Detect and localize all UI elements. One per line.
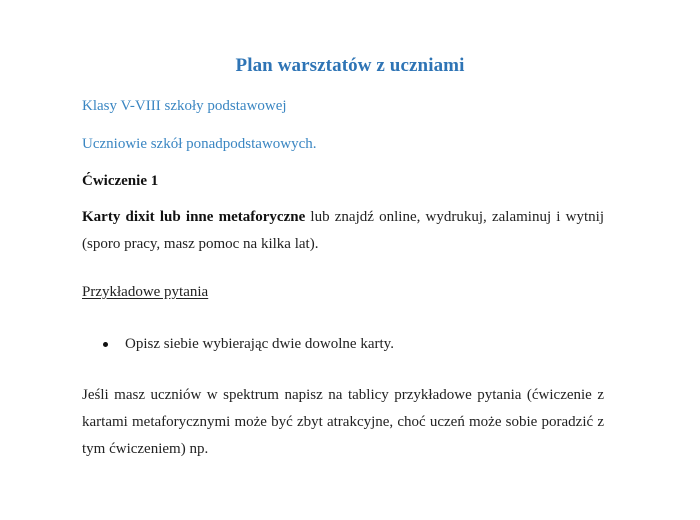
exercise-heading: Ćwiczenie 1	[82, 173, 159, 189]
paragraph-cards-bold: Karty dixit lub inne metaforyczne	[82, 209, 306, 225]
document-title: Plan warsztatów z uczniami	[235, 55, 465, 76]
subheading-primary-school: Klasy V-VIII szkoły podstawowej	[82, 98, 287, 114]
subheading-secondary-school: Uczniowie szkół ponadpodstawowych.	[82, 136, 317, 152]
bullet-text: Opisz siebie wybierając dwie dowolne karty.	[125, 336, 394, 352]
bullet-icon	[103, 342, 108, 347]
example-questions-heading: Przykładowe pytania	[82, 284, 209, 300]
paragraph-cards	[82, 204, 604, 258]
paragraph-spectrum: Jeśli masz uczniów w spektrum napisz na tablicy przykładowe pytania (ćwiczenie z kartami metaforycznymi może być zbyt atrakcyjne, choć uczeń może sobie poradzić z tym ćwiczeniem) np.	[82, 387, 604, 457]
paragraph-cards-rest: lub znajdź online, wydrukuj, zalaminuj i wytnij (sporo pracy, masz pomoc na kilka lat).	[82, 209, 604, 252]
bullet-list-item	[103, 336, 394, 353]
